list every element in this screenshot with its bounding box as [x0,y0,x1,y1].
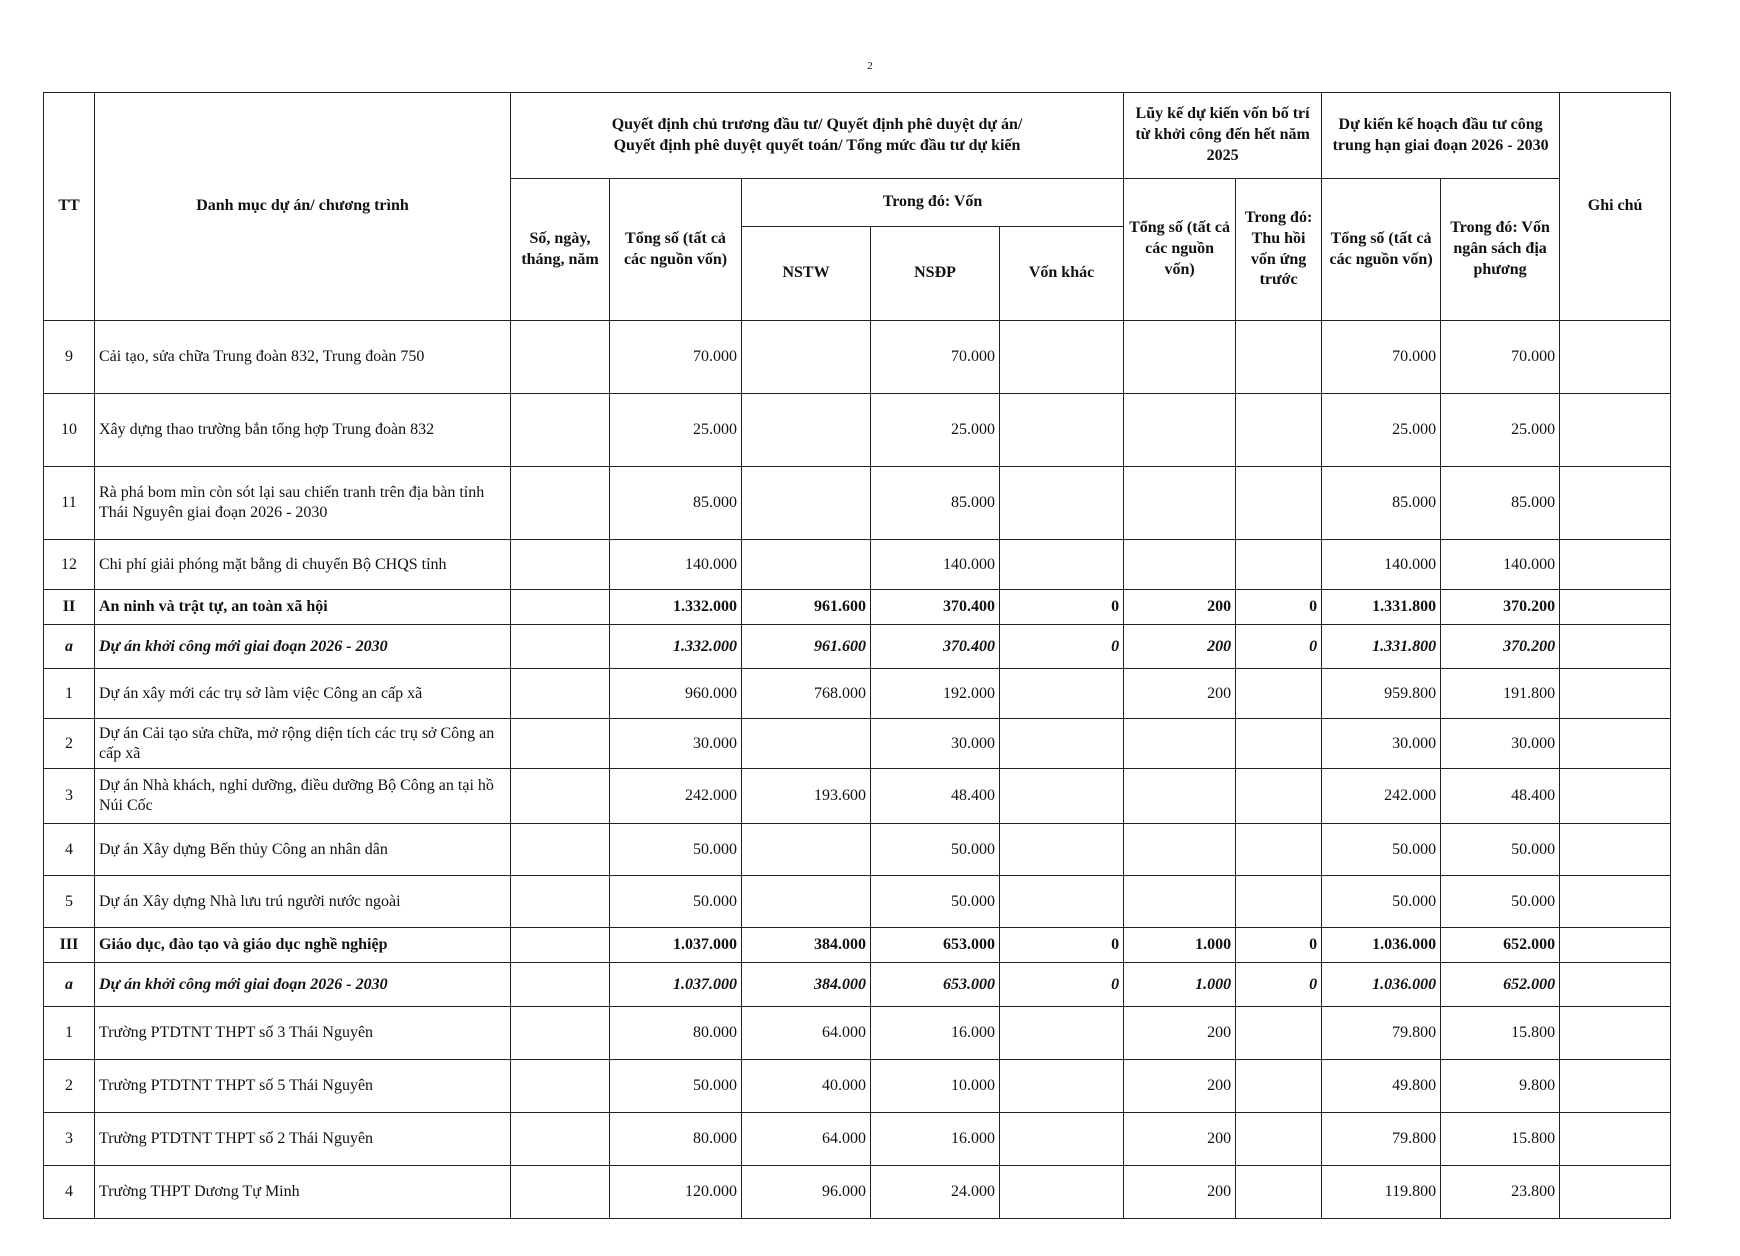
row-accumulated-total [1124,321,1236,394]
row-other-capital [1000,1007,1124,1060]
row-tt: 4 [44,824,95,876]
row-total: 242.000 [610,769,742,824]
table-body [44,321,1671,1219]
table-row [44,1166,1671,1219]
row-project-name: Dự án Xây dựng Bến thủy Công an nhân dân [95,824,511,876]
row-tt: 1 [44,669,95,719]
header-nsdp: NSĐP [871,227,1000,321]
row-project-name: Chi phí giải phóng mặt bằng di chuyển Bộ CHQS tỉnh [95,540,511,590]
row-nstw: 768.000 [742,669,871,719]
row-plan-total: 50.000 [1322,824,1441,876]
header-accumulated-recovery: Trong đó: Thu hồi vốn ứng trước [1236,179,1322,321]
row-plan-local-budget: 370.200 [1441,625,1560,669]
row-nstw: 96.000 [742,1166,871,1219]
row-plan-local-budget: 30.000 [1441,719,1560,769]
row-plan-total: 119.800 [1322,1166,1441,1219]
row-total: 50.000 [610,1060,742,1113]
row-note [1560,1166,1671,1219]
row-plan-local-budget: 25.000 [1441,394,1560,467]
row-note [1560,963,1671,1007]
row-tt: 10 [44,394,95,467]
row-accumulated-recovery [1236,1113,1322,1166]
row-decision-number [511,1007,610,1060]
row-nstw [742,321,871,394]
header-plan-group: Dự kiến kế hoạch đầu tư công trung hạn giai đoạn 2026 - 2030 [1322,93,1560,179]
row-accumulated-total: 200 [1124,1113,1236,1166]
row-accumulated-total [1124,824,1236,876]
row-decision-number [511,928,610,963]
row-note [1560,625,1671,669]
row-decision-number [511,876,610,928]
row-nsdp: 10.000 [871,1060,1000,1113]
row-total: 120.000 [610,1166,742,1219]
row-nsdp: 653.000 [871,928,1000,963]
row-accumulated-recovery [1236,1060,1322,1113]
row-accumulated-recovery [1236,719,1322,769]
row-plan-total: 85.000 [1322,467,1441,540]
row-accumulated-recovery: 0 [1236,590,1322,625]
row-nsdp: 48.400 [871,769,1000,824]
row-nstw: 193.600 [742,769,871,824]
row-accumulated-total [1124,876,1236,928]
row-decision-number [511,669,610,719]
row-note [1560,1060,1671,1113]
row-plan-total: 1.331.800 [1322,590,1441,625]
row-other-capital: 0 [1000,590,1124,625]
row-decision-number [511,824,610,876]
row-accumulated-total [1124,719,1236,769]
row-accumulated-total: 200 [1124,1166,1236,1219]
header-other-capital: Vốn khác [1000,227,1124,321]
row-tt: 4 [44,1166,95,1219]
row-nstw: 64.000 [742,1007,871,1060]
row-note [1560,1007,1671,1060]
header-accumulated-group: Lũy kế dự kiến vốn bố trí từ khởi công đến hết năm 2025 [1124,93,1322,179]
header-project-name: Danh mục dự án/ chương trình [95,93,511,321]
row-nstw [742,876,871,928]
row-other-capital [1000,824,1124,876]
section-row [44,928,1671,963]
row-plan-total: 1.036.000 [1322,963,1441,1007]
row-tt: 11 [44,467,95,540]
row-total: 80.000 [610,1007,742,1060]
row-accumulated-recovery [1236,769,1322,824]
row-accumulated-total [1124,394,1236,467]
row-other-capital [1000,1113,1124,1166]
row-plan-local-budget: 48.400 [1441,769,1560,824]
row-plan-local-budget: 370.200 [1441,590,1560,625]
row-other-capital [1000,321,1124,394]
row-accumulated-total [1124,467,1236,540]
header-tt: TT [44,93,95,321]
row-other-capital: 0 [1000,625,1124,669]
row-project-name: Trường PTDTNT THPT số 3 Thái Nguyên [95,1007,511,1060]
subsection-row [44,963,1671,1007]
row-plan-total: 242.000 [1322,769,1441,824]
row-accumulated-recovery [1236,1007,1322,1060]
row-accumulated-recovery [1236,321,1322,394]
row-plan-total: 25.000 [1322,394,1441,467]
row-plan-total: 49.800 [1322,1060,1441,1113]
row-plan-total: 79.800 [1322,1007,1441,1060]
row-decision-number [511,321,610,394]
investment-table [43,92,1671,1219]
row-nstw [742,394,871,467]
row-tt: II [44,590,95,625]
row-nstw: 961.600 [742,625,871,669]
row-total: 25.000 [610,394,742,467]
row-total: 50.000 [610,876,742,928]
table-row [44,876,1671,928]
header-note: Ghi chú [1560,93,1671,321]
row-total: 1.332.000 [610,590,742,625]
row-accumulated-total [1124,769,1236,824]
row-total: 140.000 [610,540,742,590]
row-nsdp: 30.000 [871,719,1000,769]
row-nsdp: 85.000 [871,467,1000,540]
row-total: 50.000 [610,824,742,876]
table-row [44,769,1671,824]
row-other-capital: 0 [1000,928,1124,963]
row-accumulated-recovery [1236,394,1322,467]
row-plan-local-budget: 652.000 [1441,928,1560,963]
table-row [44,1060,1671,1113]
row-project-name: Trường PTDTNT THPT số 2 Thái Nguyên [95,1113,511,1166]
row-project-name: Dự án Xây dựng Nhà lưu trú người nước ngoài [95,876,511,928]
header-number-date: Số, ngày, tháng, năm [511,179,610,321]
row-nsdp: 50.000 [871,876,1000,928]
row-tt: 2 [44,719,95,769]
row-note [1560,590,1671,625]
row-plan-total: 79.800 [1322,1113,1441,1166]
row-plan-total: 30.000 [1322,719,1441,769]
row-nsdp: 192.000 [871,669,1000,719]
row-plan-total: 1.036.000 [1322,928,1441,963]
row-other-capital [1000,1166,1124,1219]
row-other-capital [1000,769,1124,824]
row-nstw: 384.000 [742,928,871,963]
row-note [1560,769,1671,824]
row-nstw: 384.000 [742,963,871,1007]
row-tt: a [44,963,95,1007]
row-tt: 9 [44,321,95,394]
row-plan-local-budget: 23.800 [1441,1166,1560,1219]
row-plan-local-budget: 15.800 [1441,1113,1560,1166]
table-row [44,394,1671,467]
row-accumulated-recovery [1236,824,1322,876]
row-accumulated-total: 200 [1124,625,1236,669]
row-nstw [742,467,871,540]
row-plan-total: 50.000 [1322,876,1441,928]
row-project-name: Xây dựng thao trường bắn tổng hợp Trung đoàn 832 [95,394,511,467]
row-plan-local-budget: 15.800 [1441,1007,1560,1060]
row-total: 960.000 [610,669,742,719]
row-other-capital [1000,1060,1124,1113]
header-accumulated-total: Tổng số (tất cả các nguồn vốn) [1124,179,1236,321]
row-nsdp: 16.000 [871,1007,1000,1060]
row-other-capital: 0 [1000,963,1124,1007]
row-nsdp: 24.000 [871,1166,1000,1219]
row-project-name: Giáo dục, đào tạo và giáo dục nghề nghiệp [95,928,511,963]
header-total-all-sources: Tổng số (tất cả các nguồn vốn) [610,179,742,321]
row-decision-number [511,590,610,625]
row-other-capital [1000,467,1124,540]
subsection-row [44,625,1671,669]
row-project-name: Cải tạo, sửa chữa Trung đoàn 832, Trung đoàn 750 [95,321,511,394]
row-tt: 2 [44,1060,95,1113]
row-plan-local-budget: 9.800 [1441,1060,1560,1113]
row-other-capital [1000,669,1124,719]
row-nsdp: 370.400 [871,590,1000,625]
row-total: 85.000 [610,467,742,540]
row-nstw: 961.600 [742,590,871,625]
section-row [44,590,1671,625]
row-accumulated-total: 200 [1124,1060,1236,1113]
row-plan-local-budget: 191.800 [1441,669,1560,719]
row-plan-total: 959.800 [1322,669,1441,719]
row-decision-number [511,467,610,540]
row-other-capital [1000,540,1124,590]
table-row [44,669,1671,719]
row-accumulated-total: 1.000 [1124,963,1236,1007]
row-nsdp: 140.000 [871,540,1000,590]
row-plan-local-budget: 50.000 [1441,876,1560,928]
row-note [1560,1113,1671,1166]
row-nstw: 40.000 [742,1060,871,1113]
table-row [44,1007,1671,1060]
row-nsdp: 25.000 [871,394,1000,467]
row-decision-number [511,540,610,590]
row-accumulated-total: 200 [1124,590,1236,625]
row-accumulated-recovery [1236,1166,1322,1219]
row-accumulated-recovery: 0 [1236,963,1322,1007]
row-note [1560,394,1671,467]
row-total: 1.332.000 [610,625,742,669]
table-row [44,719,1671,769]
row-project-name: Trường PTDTNT THPT số 5 Thái Nguyên [95,1060,511,1113]
row-project-name: An ninh và trật tự, an toàn xã hội [95,590,511,625]
row-note [1560,876,1671,928]
row-decision-number [511,625,610,669]
row-nstw [742,540,871,590]
row-accumulated-recovery [1236,669,1322,719]
table-row [44,467,1671,540]
row-project-name: Rà phá bom mìn còn sót lại sau chiến tranh trên địa bàn tỉnh Thái Nguyên giai đoạn 2026 - 2030 [95,467,511,540]
row-project-name: Dự án khởi công mới giai đoạn 2026 - 2030 [95,625,511,669]
row-nstw [742,719,871,769]
row-decision-number [511,719,610,769]
row-project-name: Dự án khởi công mới giai đoạn 2026 - 2030 [95,963,511,1007]
row-plan-local-budget: 140.000 [1441,540,1560,590]
page-number: 2 [867,60,873,72]
row-project-name: Dự án xây mới các trụ sở làm việc Công an cấp xã [95,669,511,719]
row-note [1560,669,1671,719]
row-plan-local-budget: 652.000 [1441,963,1560,1007]
table-row [44,540,1671,590]
row-nstw: 64.000 [742,1113,871,1166]
row-note [1560,928,1671,963]
header-decision-group: Quyết định chủ trương đầu tư/ Quyết định phê duyệt dự án/ Quyết định phê duyệt quyết toán/ Tổng mức đầu tư dự kiến [511,93,1124,179]
row-nsdp: 50.000 [871,824,1000,876]
row-note [1560,540,1671,590]
row-nsdp: 370.400 [871,625,1000,669]
row-nsdp: 16.000 [871,1113,1000,1166]
row-note [1560,719,1671,769]
row-plan-total: 70.000 [1322,321,1441,394]
row-accumulated-total: 200 [1124,1007,1236,1060]
row-decision-number [511,963,610,1007]
table-row [44,824,1671,876]
row-other-capital [1000,394,1124,467]
row-decision-number [511,394,610,467]
row-tt: 3 [44,1113,95,1166]
row-plan-total: 140.000 [1322,540,1441,590]
row-accumulated-total: 200 [1124,669,1236,719]
header-nstw: NSTW [742,227,871,321]
row-decision-number [511,1060,610,1113]
row-other-capital [1000,719,1124,769]
row-tt: 5 [44,876,95,928]
row-tt: III [44,928,95,963]
table-row [44,321,1671,394]
header-plan-local-budget: Trong đó: Vốn ngân sách địa phương [1441,179,1560,321]
row-decision-number [511,769,610,824]
row-accumulated-total [1124,540,1236,590]
header-plan-total: Tổng số (tất cả các nguồn vốn) [1322,179,1441,321]
table-row [44,1113,1671,1166]
row-nsdp: 653.000 [871,963,1000,1007]
row-project-name: Trường THPT Dương Tự Minh [95,1166,511,1219]
row-nstw [742,824,871,876]
row-total: 70.000 [610,321,742,394]
header-of-which-capital: Trong đó: Vốn [742,179,1124,227]
row-project-name: Dự án Nhà khách, nghỉ dưỡng, điều dưỡng Bộ Công an tại hồ Núi Cốc [95,769,511,824]
row-accumulated-total: 1.000 [1124,928,1236,963]
row-total: 1.037.000 [610,928,742,963]
row-accumulated-recovery [1236,876,1322,928]
row-note [1560,321,1671,394]
row-tt: 12 [44,540,95,590]
row-project-name: Dự án Cải tạo sửa chữa, mở rộng diện tích các trụ sở Công an cấp xã [95,719,511,769]
row-decision-number [511,1166,610,1219]
row-note [1560,824,1671,876]
row-nsdp: 70.000 [871,321,1000,394]
row-total: 1.037.000 [610,963,742,1007]
row-accumulated-recovery: 0 [1236,928,1322,963]
row-total: 80.000 [610,1113,742,1166]
row-accumulated-recovery: 0 [1236,625,1322,669]
row-plan-local-budget: 70.000 [1441,321,1560,394]
row-decision-number [511,1113,610,1166]
row-other-capital [1000,876,1124,928]
row-accumulated-recovery [1236,540,1322,590]
row-plan-local-budget: 85.000 [1441,467,1560,540]
row-tt: a [44,625,95,669]
row-plan-total: 1.331.800 [1322,625,1441,669]
row-tt: 3 [44,769,95,824]
row-total: 30.000 [610,719,742,769]
row-accumulated-recovery [1236,467,1322,540]
row-note [1560,467,1671,540]
row-plan-local-budget: 50.000 [1441,824,1560,876]
row-tt: 1 [44,1007,95,1060]
